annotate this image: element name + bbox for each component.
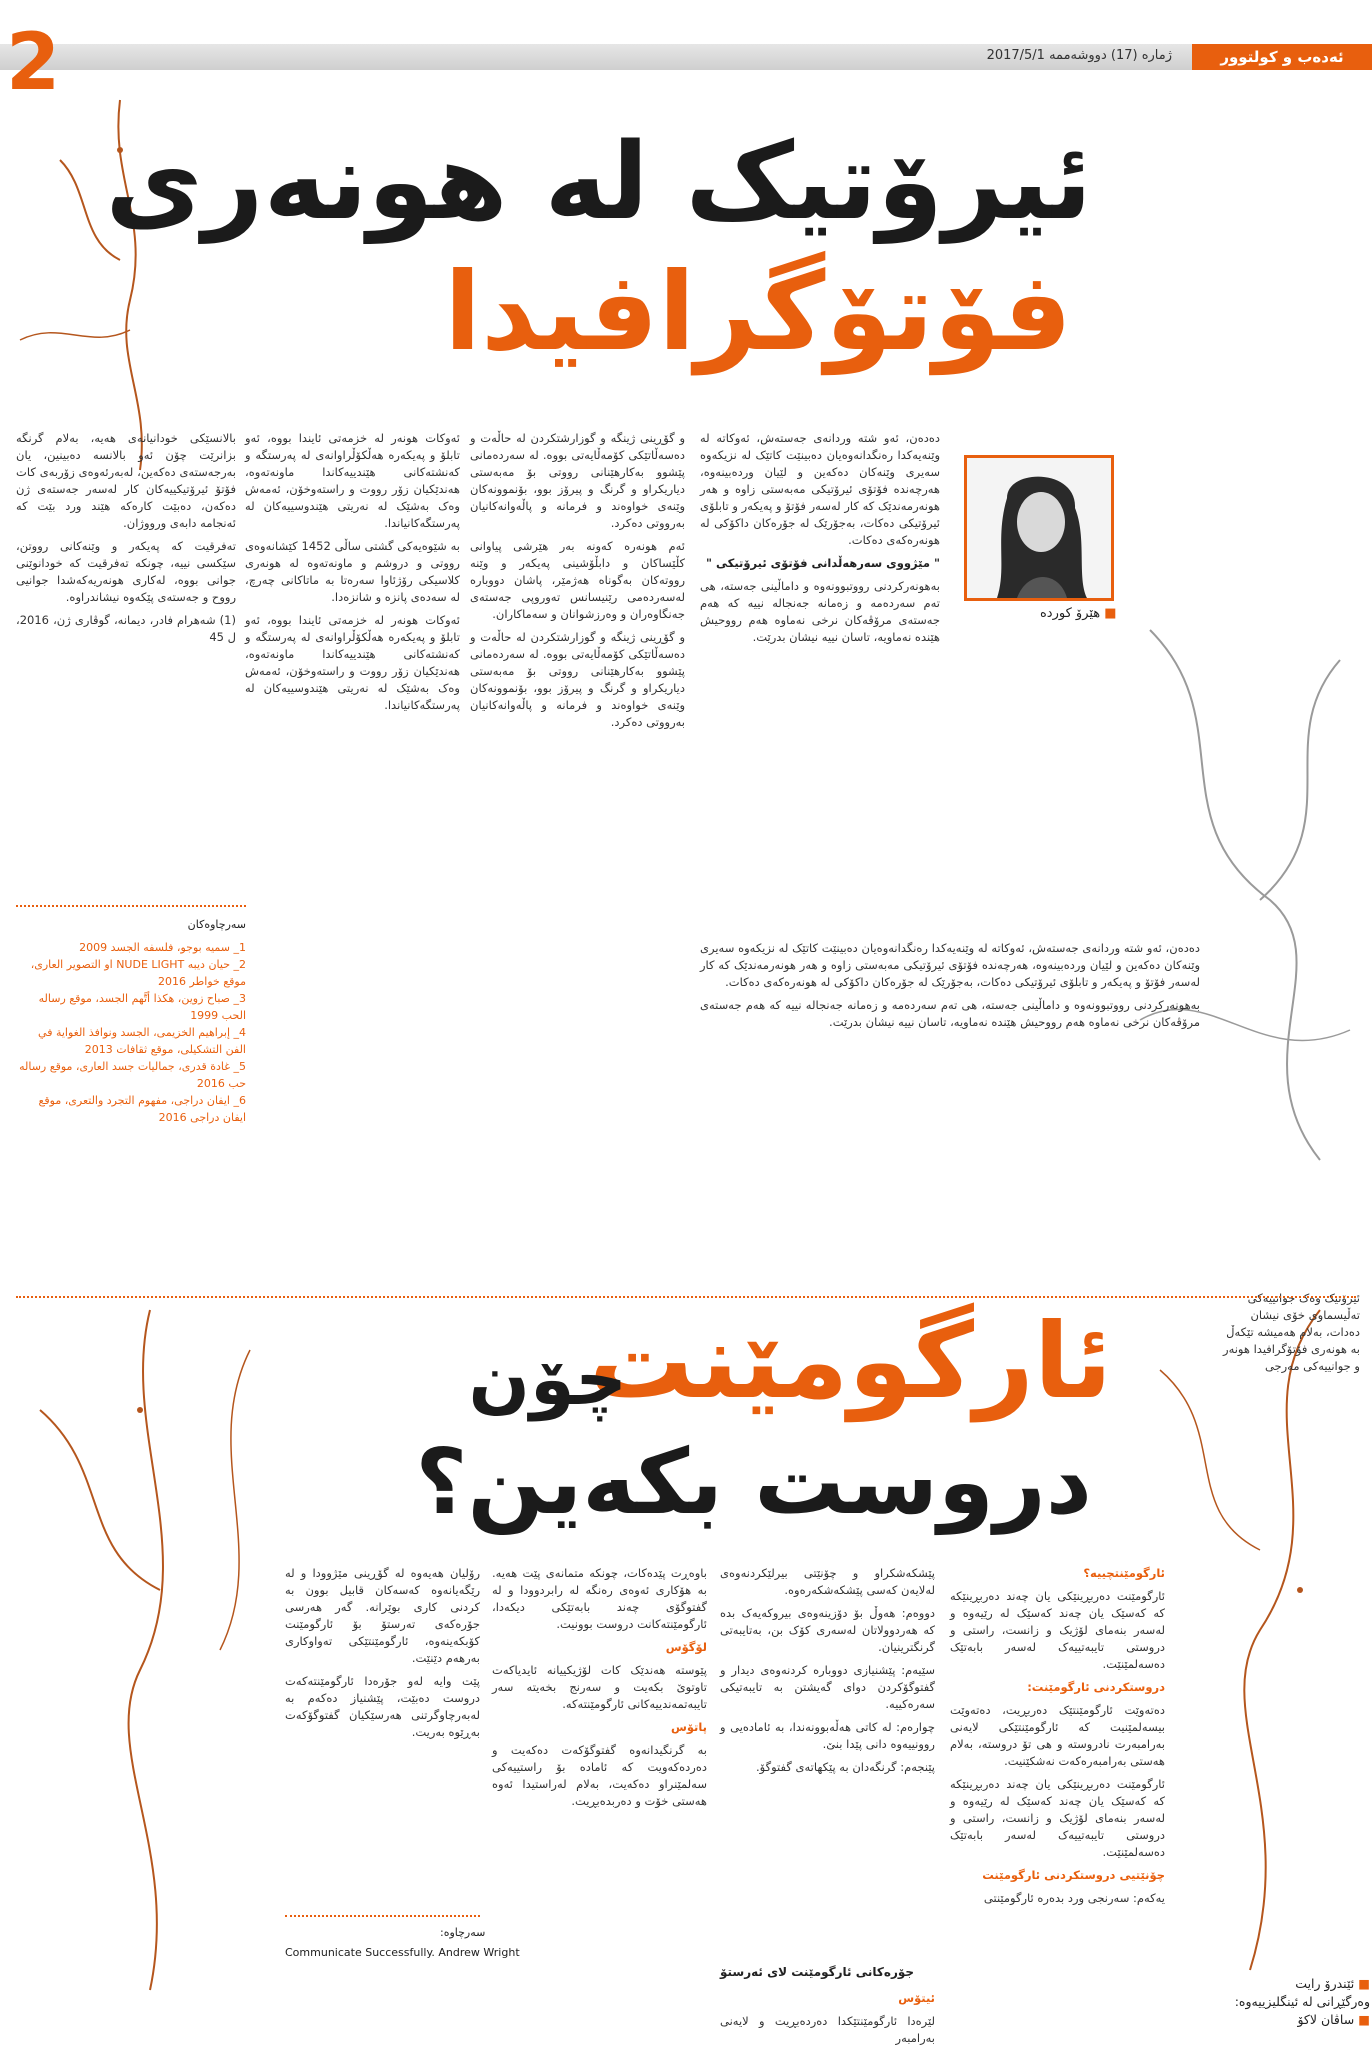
article1-paragraph: بەهونەرکردنی رووتبوونەوە و داماڵینی جەستە، هی تەم سەردەمە و زەمانە جەنجالە نییە کە هەم جەستەی مرۆڤەکان نرخی نەماوە هەم رووحیش هێندە نەماویە، تاسان نییە نیشان بدرێت. xyxy=(700,998,1200,1029)
article1-column-1b xyxy=(700,940,1200,1290)
issue-info: ژمارە (17) دووشەممە 2017/5/1 xyxy=(986,48,1172,63)
article1-paragraph: ئەم هونەرە کەونە بەر هێرشی پیاوانی کڵێساکان و دابڵۆشینی پەیکەر و وێنە رووتەکان بەگوناه هەژمێر، پاشان دووبارە لەسەردەمی رێنیسانس تەوروپی جەستەی جەنگاوەران و وەرزشوانان و سەماکاران. xyxy=(470,539,685,621)
article2-column-2b xyxy=(720,1990,935,2045)
reference-item: 1_ سمیە بوجو، فلسفە الجسد 2009 xyxy=(79,941,246,954)
article1-paragraph: و گۆڕینی ژینگە و گوزارشتکردن لە حاڵەت و دەسەڵاتێکی کۆمەڵایەتی بووە. لە سەردەمانی پێشوو بەکارهێنانی رووتی بۆ مەبەستی دیاریکراو و گرنگ و پیرۆز بوو، بۆنموونەکان وێنەی خواوەند و فرمانە و پاڵەوانەکانیان بەرووتی دەکرد. xyxy=(470,431,685,530)
author-portrait xyxy=(964,455,1114,601)
article2-subheading: چۆنێتیی دروستکردنی ئارگومێنت xyxy=(982,1868,1165,1882)
article2-column-3 xyxy=(492,1565,707,2025)
article2-paragraph: پێشکەشکراو و چۆنێتی بیرلێکردنەوەی لەلایەن کەسی پێشکەشکەرەوە. xyxy=(720,1566,935,1597)
article2-paragraph: یەکەم: سەرنجی ورد بدەرە ئارگومێنتی xyxy=(983,1891,1165,1905)
article2-translator: ■ ساڤان لاکۆ xyxy=(1297,2012,1370,2027)
article2-translator-label: وەرگێڕانی لە ئینگلیزییەوە: xyxy=(1234,1994,1370,2009)
article1-column-2 xyxy=(470,430,685,1290)
reference-item: 3_ صباح زوین، هکذا أتَّهم الجسد، موقع رسالە الحب 1999 xyxy=(38,992,246,1022)
article2-caption: جۆرەکانی ئارگومێنت لای ئەرستۆ xyxy=(720,1965,915,1979)
source-book: Communicate Successfully. Andrew Wright xyxy=(285,1946,520,1959)
article2-subheading: ئیتۆس xyxy=(898,1991,935,2005)
article2-column-4 xyxy=(285,1565,480,1905)
article2-author-name: ئێندرۆ رایت xyxy=(1295,1976,1355,1991)
source-label: سەرچاوە: xyxy=(440,1926,486,1939)
article2-paragraph: سێیەم: پێشنیازی دووبارە کردنەوەی دیدار و گفتوگۆکردن دوای گەیشتن بە تایبەتیکی سەرەکییە. xyxy=(720,1663,935,1711)
article1-column-1 xyxy=(700,430,940,930)
references xyxy=(16,916,246,1126)
article2-paragraph: پێت وایە لەو جۆرەدا ئارگومێنتەکەت دروست دەبێت، پێشنیاز دەکەم بە لەبەرچاوگرتنی هەرسێکیان گفتوگۆکەت بەڕێوە بەریت. xyxy=(285,1674,480,1739)
article1-paragraph: دەدەن، ئەو شتە وردانەی جەستەش، ئەوکاتە لە وێنەیەکدا رەنگدانەوەیان دەبینێت کاتێک لە نزیکەوە سەیری وێنەکان دەکەین و لێیان وردەبینەوە، هەرچەندە فۆتۆی ئیرۆتیکی مەبەستی زاوە و هەر هونەرمەندێک کە کار لەسەر فۆتۆ و پەیکەر و تابلۆی ئیرۆتیکی دەکات، بەجۆرێک لە جۆرەکان داکۆکی لە هونەرەکەی دەکات. xyxy=(700,941,1200,989)
section-brand: ئەدەب و کولتوور xyxy=(1192,44,1372,70)
article1-paragraph: ئەوکات هونەر لە خزمەتی ئایندا بووە، ئەو تابلۆ و پەیکەرە هەڵکۆڵراوانەی لە پەرستگە و کەنشتەکانی هێندییەکاندا ماونەتەوە، هەندێکیان زۆر رووت و راستەوخۆن، ئەمەش وەک بەشێک لە نەریتی هێندوسییەکان لە پەرستگەکانیاندا. xyxy=(245,431,460,530)
references-heading: سەرچاوەکان xyxy=(187,918,246,931)
article2-paragraph: لێرەدا ئارگومێنتێکدا دەردەبڕیت و لایەنی بەرامبەر xyxy=(720,2014,935,2045)
article1-column-4 xyxy=(16,430,236,870)
decorative-line-art-bottom-left xyxy=(0,1290,310,2030)
article2-column-1 xyxy=(950,1565,1165,2025)
article2-author: ■ ئێندرۆ رایت xyxy=(1295,1976,1370,1991)
page-number: 2 xyxy=(6,18,61,108)
article2-paragraph: پێنجەم: گرنگەدان بە پێکهاتەی گفتوگۆ. xyxy=(756,1760,935,1774)
reference-item: 6_ ایفان دراجی، مفهوم التجرد والتعری، موقع ایفان دراجی 2016 xyxy=(38,1094,246,1124)
article2-paragraph: بە گرنگیدانەوە گفتوگۆکەت دەکەیت و دەردەکەویت کە ئامادە بۆ راستییەکی سەلمێنراو دەکەیت، بەلام لەراستیدا ئەوە هەستی خۆت و دەربدەبڕیت. xyxy=(492,1743,707,1808)
article2-subheading: دروستکردنی ئارگومێنت: xyxy=(1027,1680,1165,1694)
article2-paragraph: باوەڕت پێدەکات، چونکە متمانەی پێت هەیە. بە هۆکاری ئەوەی رەنگە لە رابردوودا و لە گفتوگۆی چەند بابەتێکی دیکەدا، ئارگومێنتەکانت دروست بوونیت. xyxy=(492,1566,707,1631)
article1-caption: ئیرۆتیک وەک جوانییەکی تەڵیسماوی خۆی نیشان دەدات، بەلام هەمیشە تێکەڵ بە هونەری فۆتۆگرافیدا هونەر و جوانییەکی مەرجی xyxy=(1223,1291,1360,1373)
article2-translator-name: ساڤان لاکۆ xyxy=(1297,2012,1355,2027)
article2-paragraph: چوارەم: لە کاتی هەڵەبوونەندا، بە ئامادەیی و روونییەوە دانی پێدا بنێ. xyxy=(720,1720,935,1751)
article1-paragraph: بالانسێکی خودانیانەی هەیە، بەلام گرنگە بزانرێت چۆن ئەو بالانسە دەبینین، یان بەرجەستەی دەکەین، لەبەرئەوەی زۆربەی کات فۆتۆ ئیرۆتیکییەکان کار لەسەر جەستەی ژن دەکەن، دەبێت کارەکە هێند ورد بێت کە ئەنجامە دابەی ورووژان. xyxy=(16,431,236,530)
article2-paragraph: ئارگومێنت دەربڕینێکی یان چەند دەربڕینێکە کە کەسێک یان چەند کەسێک لە رێیەوە و لەسەر بنەمای لۆژیک و زانست، راستی و دروستی تایبەتییەک لەسەر بابەتێک دەسەلمێنێت. xyxy=(950,1589,1165,1671)
article1-author-name: هێرۆ کوردە xyxy=(1040,606,1101,621)
article1-title-line1: ئیرۆتیک لە هونەری xyxy=(105,120,1092,243)
article1-paragraph: تەفرقیت کە پەیکەر و وێنەکانی رووتن، سێکسی نییە، چونکە تەفرقیت کە خودانوێنی جوانی بووە، لەکاری هونەریەکەشدا جوانیی رووح و جەستەی پێکەوە نیشاندراوە. xyxy=(16,539,236,604)
references-divider xyxy=(16,905,246,907)
article2-paragraph: دەتەوێت ئارگومێنتێک دەربڕیت، دەتەوێت بیسەلمێنیت کە ئارگومێنتێکی لایەنی بەرامبەرت نادروستە و هی تۆ دروستە، بەلام هەستی بەرامبەرەکەت نەشکێنیت. xyxy=(950,1703,1165,1768)
article2-title-word-black: چۆن xyxy=(468,1337,627,1421)
decorative-line-art-left xyxy=(0,40,240,480)
article2-paragraph: رۆلیان هەیەوە لە گۆڕینی مێژوودا و لە رێگەیانەوە کەسەکان قابیل بوون بە کردنی کاری بوێرانە. گەر هەرسی جۆرەکەی تەرستۆ بۆ ئارگومێنت کۆبکەینەوە، ئارگومێنتێکی تەواوکاری بەرهەم دێنێت. xyxy=(285,1566,480,1665)
article1-title-line2: فۆتۆگرافیدا xyxy=(444,250,1072,375)
article2-subheading: لۆگۆس xyxy=(665,1640,707,1654)
article2-paragraph: پێوستە هەندێک کات لۆژیکییانە ئایدیاکەت تاوتوێ بکەیت و سەرنج بخەیتە سەر تایبەتمەندییەکانی ئارگومێنتەکە. xyxy=(492,1663,707,1711)
article1-paragraph: و گۆڕینی ژینگە و گوزارشتکردن لە حاڵەت و دەسەڵاتێکی کۆمەڵایەتی بووە. لە سەردەمانی پێشوو بەکارهێنانی رووتی بۆ مەبەستی دیاریکراو و گرنگ و پیرۆز بوو، بۆنموونەکان وێنەی خواوەند و فرمانە و پاڵەوانەکانیان بەرووتی دەکرد. xyxy=(470,630,685,729)
article1-paragraph: بەهونەرکردنی رووتبوونەوە و داماڵینی جەستە، هی تەم سەردەمە و زەمانە جەنجالە نییە کە هەم جەستەی مرۆڤەکان نرخی نەماوە هەم رووحیش هێندە نەماویە، تاسان نییە نیشان بدرێت. xyxy=(700,579,940,644)
source-divider xyxy=(285,1915,480,1917)
article1-subheading: " مێژووی سەرهەڵدانی فۆتۆی ئیرۆتیکی " xyxy=(706,556,940,570)
reference-item: 4_ إبراهیم الخزیمی، الجسد ونوافذ الغوایة في الفن التشکیلی، موقع ثقافات 2013 xyxy=(38,1026,246,1056)
article2-title-word-orange: ئارگومێنت xyxy=(588,1300,1112,1422)
article1-column-3 xyxy=(245,430,460,1290)
article2-paragraph: ئارگومێنت دەربڕینێکی یان چەند دەربڕینێکە کە کەسێک یان چەند کەسێک لە رێیەوە و لەسەر بنەمای لۆژیک و زانست، راستی و دروستی تایبەتییەک لەسەر بابەتێک دەسەلمێنێت. xyxy=(950,1777,1165,1859)
article1-footnote: (1) شەهرام فادر، دیمانە، گوڤاری ژن، 2016، ل 45 xyxy=(16,613,236,644)
article1-paragraph: بە شێوەیەکی گشتی ساڵی 1452 کێشانەوەی رووتی و دروشم و ماونەتەوە لە هونەری کلاسیکی رۆژئاوا سەرەتا بە ماتاکانی چەرچ، لە سەدەی پانزە و شانزەدا. xyxy=(245,539,460,604)
reference-item: 2_ حیان دیبە NUDE LIGHT او التصویر العاری، موقع خواطر 2016 xyxy=(30,958,246,988)
reference-item: 5_ غادة قدری، جمالیات جسد العاری، موقع رسالە حب 2016 xyxy=(19,1060,246,1090)
article2-subheading: ئارگومێنتچییە؟ xyxy=(1083,1566,1165,1580)
article2-subheading: پاتۆس xyxy=(670,1720,707,1734)
article1-paragraph: دەدەن، ئەو شتە وردانەی جەستەش، ئەوکاتە لە وێنەیەکدا رەنگدانەوەیان دەبینێت کاتێک لە نزیکەوە سەیری وێنەکان دەکەین و لێیان وردەبینەوە، هەرچەندە فۆتۆی ئیرۆتیکی مەبەستی زاوە و هەر هونەرمەندێک کە کار لەسەر فۆتۆ و پەیکەر و تابلۆی ئیرۆتیکی دەکات، بەجۆرێک لە جۆرەکان داکۆکی لە هونەرەکەی دەکات. xyxy=(700,431,940,547)
article2-title-line2: دروست بکەین؟ xyxy=(415,1430,1092,1535)
article1-author: ■ هێرۆ کوردە xyxy=(1040,606,1117,621)
section-divider xyxy=(16,1296,1356,1298)
article2-column-2 xyxy=(720,1565,935,1945)
article1-paragraph: ئەوکات هونەر لە خزمەتی ئایندا بووە، ئەو تابلۆ و پەیکەرە هەڵکۆڵراوانەی لە پەرستگە و کەنشتەکانی هێندییەکاندا ماونەتەوە، هەندێکیان زۆر رووت و راستەوخۆن، ئەمەش وەک بەشێک لە نەریتی هێندوسییەکان لە پەرستگەکانیاندا. xyxy=(245,613,460,712)
article2-credits xyxy=(1210,1975,1370,2029)
article2-paragraph: دووەم: هەوڵ بۆ دۆزینەوەی بیروکەیەک بدە کە هەردوولاتان لەسەری کۆک بن، بەتایبەتی گرنگترینیان. xyxy=(720,1606,935,1654)
